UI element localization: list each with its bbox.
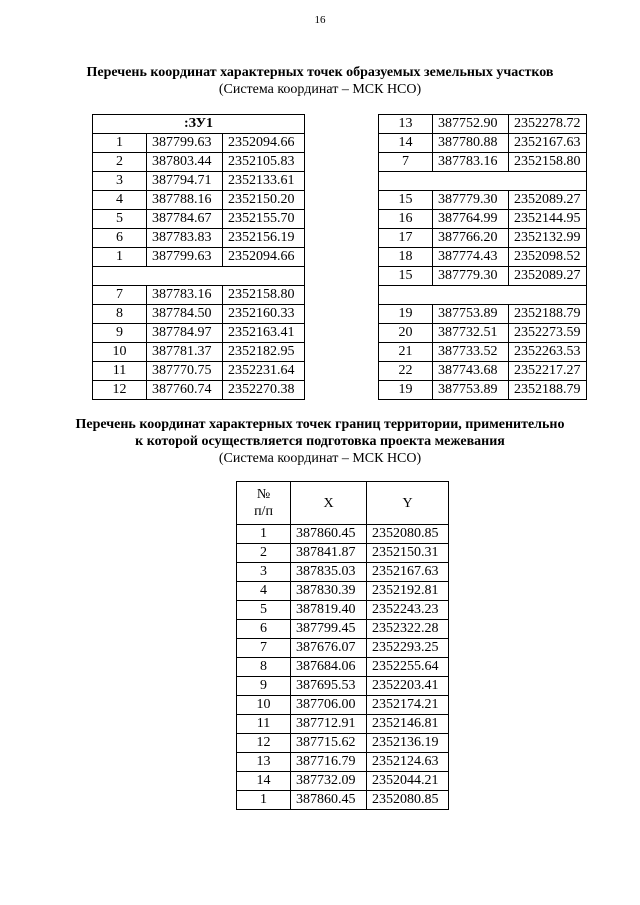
coord-x: 387753.89	[433, 381, 509, 400]
coord-x: 387860.45	[291, 791, 367, 810]
table-row	[237, 677, 449, 696]
table-row	[93, 324, 305, 343]
section2-title-line2: к которой осуществляется подготовка проекта межевания	[135, 434, 505, 449]
table-row	[379, 115, 587, 134]
coord-x: 387712.91	[291, 715, 367, 734]
left-coordinates-table	[92, 114, 305, 400]
coord-x: 387783.83	[147, 229, 223, 248]
table-row	[93, 210, 305, 229]
table-row	[237, 639, 449, 658]
coord-x: 387770.75	[147, 362, 223, 381]
coord-x: 387752.90	[433, 115, 509, 134]
point-number: 9	[237, 677, 291, 696]
coord-y: 2352163.41	[223, 324, 305, 343]
point-number: 5	[93, 210, 147, 229]
coord-y: 2352146.81	[367, 715, 449, 734]
point-number: 8	[93, 305, 147, 324]
coord-y: 2352231.64	[223, 362, 305, 381]
coord-x: 387774.43	[433, 248, 509, 267]
table-row	[379, 343, 587, 362]
coord-x: 387695.53	[291, 677, 367, 696]
coord-x: 387684.06	[291, 658, 367, 677]
point-number: 16	[379, 210, 433, 229]
coord-x: 387715.62	[291, 734, 367, 753]
coord-x: 387788.16	[147, 191, 223, 210]
point-number: 1	[237, 525, 291, 544]
point-number: 20	[379, 324, 433, 343]
section2-subtitle: (Система координат – МСК НСО)	[218, 451, 422, 466]
point-number: 5	[237, 601, 291, 620]
coord-x: 387716.79	[291, 753, 367, 772]
table-row	[379, 305, 587, 324]
coord-y: 2352150.20	[223, 191, 305, 210]
coord-y: 2352089.27	[509, 267, 587, 286]
coord-x: 387781.37	[147, 343, 223, 362]
coord-y: 2352255.64	[367, 658, 449, 677]
coord-x: 387764.99	[433, 210, 509, 229]
point-number: 13	[237, 753, 291, 772]
col-header-number	[237, 482, 291, 525]
point-number: 6	[93, 229, 147, 248]
table-row	[237, 696, 449, 715]
point-number: 4	[93, 191, 147, 210]
coord-y: 2352188.79	[509, 381, 587, 400]
table-row	[237, 525, 449, 544]
coord-y: 2352133.61	[223, 172, 305, 191]
table-row	[237, 772, 449, 791]
table-row	[237, 620, 449, 639]
point-number: 1	[93, 134, 147, 153]
point-number: 22	[379, 362, 433, 381]
table-row	[379, 229, 587, 248]
table-row	[237, 544, 449, 563]
coord-x: 387860.45	[291, 525, 367, 544]
coord-x: 387819.40	[291, 601, 367, 620]
point-number: 7	[379, 153, 433, 172]
table-row	[93, 381, 305, 400]
coord-x: 387753.89	[433, 305, 509, 324]
table-row	[237, 563, 449, 582]
coord-y: 2352158.80	[223, 286, 305, 305]
point-number: 10	[93, 343, 147, 362]
coord-y: 2352167.63	[509, 134, 587, 153]
blank-cell	[93, 267, 305, 286]
coord-y: 2352098.52	[509, 248, 587, 267]
point-number: 19	[379, 381, 433, 400]
point-number: 21	[379, 343, 433, 362]
point-number: 3	[93, 172, 147, 191]
blank-cell	[379, 286, 587, 305]
coord-x: 387784.67	[147, 210, 223, 229]
coord-x: 387732.51	[433, 324, 509, 343]
point-number: 17	[379, 229, 433, 248]
coord-y: 2352156.19	[223, 229, 305, 248]
point-number: 7	[93, 286, 147, 305]
point-number: 3	[237, 563, 291, 582]
coord-y: 2352089.27	[509, 191, 587, 210]
section2-title-line1: Перечень координат характерных точек границ территории, применительно	[75, 417, 565, 432]
coord-x: 387760.74	[147, 381, 223, 400]
point-number: 2	[93, 153, 147, 172]
point-number: 6	[237, 620, 291, 639]
point-number: 12	[93, 381, 147, 400]
coord-y: 2352094.66	[223, 134, 305, 153]
coord-y: 2352080.85	[367, 525, 449, 544]
col-header-number-line1: №	[256, 487, 271, 502]
table-header-row	[237, 482, 449, 525]
coord-y: 2352174.21	[367, 696, 449, 715]
table-row	[379, 324, 587, 343]
table-row	[237, 791, 449, 810]
table-row	[237, 734, 449, 753]
page-number: 16	[314, 14, 326, 26]
coord-x: 387830.39	[291, 582, 367, 601]
table-row	[93, 172, 305, 191]
separator-row	[379, 172, 587, 191]
coord-y: 2352150.31	[367, 544, 449, 563]
col-header-x: X	[291, 482, 367, 525]
coord-x: 387799.45	[291, 620, 367, 639]
table-row	[93, 286, 305, 305]
point-number: 14	[237, 772, 291, 791]
coord-x: 387733.52	[433, 343, 509, 362]
coord-x: 387732.09	[291, 772, 367, 791]
coord-y: 2352182.95	[223, 343, 305, 362]
separator-row	[93, 267, 305, 286]
table-row	[237, 715, 449, 734]
point-number: 9	[93, 324, 147, 343]
coord-y: 2352132.99	[509, 229, 587, 248]
table-row	[93, 343, 305, 362]
point-number: 12	[237, 734, 291, 753]
coord-y: 2352124.63	[367, 753, 449, 772]
coord-y: 2352273.59	[509, 324, 587, 343]
table-header-row	[93, 115, 305, 134]
point-number: 10	[237, 696, 291, 715]
point-number: 15	[379, 191, 433, 210]
coord-x: 387784.97	[147, 324, 223, 343]
coord-x: 387676.07	[291, 639, 367, 658]
right-coordinates-table	[378, 114, 587, 400]
point-number: 11	[237, 715, 291, 734]
coord-x: 387783.16	[147, 286, 223, 305]
coord-x: 387779.30	[433, 267, 509, 286]
coord-y: 2352293.25	[367, 639, 449, 658]
coord-y: 2352243.23	[367, 601, 449, 620]
coord-x: 387794.71	[147, 172, 223, 191]
point-number: 1	[237, 791, 291, 810]
section1-title: Перечень координат характерных точек образуемых земельных участков	[86, 65, 554, 80]
coord-y: 2352192.81	[367, 582, 449, 601]
table-row	[379, 267, 587, 286]
coord-x: 387841.87	[291, 544, 367, 563]
table-row	[93, 191, 305, 210]
table-row	[379, 210, 587, 229]
point-number: 4	[237, 582, 291, 601]
coord-x: 387803.44	[147, 153, 223, 172]
coord-y: 2352278.72	[509, 115, 587, 134]
point-number: 13	[379, 115, 433, 134]
table-row	[379, 134, 587, 153]
point-number: 19	[379, 305, 433, 324]
coord-y: 2352155.70	[223, 210, 305, 229]
point-number: 8	[237, 658, 291, 677]
table-row	[93, 134, 305, 153]
parcel-label: :ЗУ1	[93, 115, 305, 134]
point-number: 18	[379, 248, 433, 267]
table-row	[237, 601, 449, 620]
table-row	[93, 153, 305, 172]
blank-cell	[379, 172, 587, 191]
coord-y: 2352188.79	[509, 305, 587, 324]
table-row	[93, 362, 305, 381]
table-row	[93, 305, 305, 324]
table-row	[237, 582, 449, 601]
coord-y: 2352167.63	[367, 563, 449, 582]
coord-y: 2352217.27	[509, 362, 587, 381]
coord-y: 2352044.21	[367, 772, 449, 791]
coord-x: 387784.50	[147, 305, 223, 324]
table-row	[379, 191, 587, 210]
boundary-coordinates-table	[236, 481, 449, 810]
point-number: 2	[237, 544, 291, 563]
point-number: 14	[379, 134, 433, 153]
table-row	[379, 248, 587, 267]
coord-x: 387780.88	[433, 134, 509, 153]
section1-subtitle: (Система координат – МСК НСО)	[218, 82, 422, 97]
table-row	[237, 753, 449, 772]
separator-row	[379, 286, 587, 305]
point-number: 7	[237, 639, 291, 658]
coord-x: 387743.68	[433, 362, 509, 381]
coord-x: 387706.00	[291, 696, 367, 715]
coord-y: 2352094.66	[223, 248, 305, 267]
coord-y: 2352144.95	[509, 210, 587, 229]
section1-heading	[0, 64, 640, 98]
coord-y: 2352158.80	[509, 153, 587, 172]
coord-x: 387799.63	[147, 134, 223, 153]
coord-y: 2352270.38	[223, 381, 305, 400]
table-row	[379, 381, 587, 400]
coord-y: 2352160.33	[223, 305, 305, 324]
coord-x: 387783.16	[433, 153, 509, 172]
table-row	[379, 153, 587, 172]
coord-y: 2352263.53	[509, 343, 587, 362]
coord-x: 387779.30	[433, 191, 509, 210]
col-header-number-line2: п/п	[254, 504, 273, 519]
coord-x: 387835.03	[291, 563, 367, 582]
point-number: 1	[93, 248, 147, 267]
coord-y: 2352136.19	[367, 734, 449, 753]
table-row	[237, 658, 449, 677]
table-row	[93, 229, 305, 248]
point-number: 11	[93, 362, 147, 381]
coord-y: 2352322.28	[367, 620, 449, 639]
col-header-y: Y	[367, 482, 449, 525]
coord-y: 2352080.85	[367, 791, 449, 810]
coord-x: 387766.20	[433, 229, 509, 248]
coord-x: 387799.63	[147, 248, 223, 267]
table-row	[93, 248, 305, 267]
coord-y: 2352203.41	[367, 677, 449, 696]
coord-y: 2352105.83	[223, 153, 305, 172]
point-number: 15	[379, 267, 433, 286]
section2-heading	[0, 416, 640, 467]
table-row	[379, 362, 587, 381]
